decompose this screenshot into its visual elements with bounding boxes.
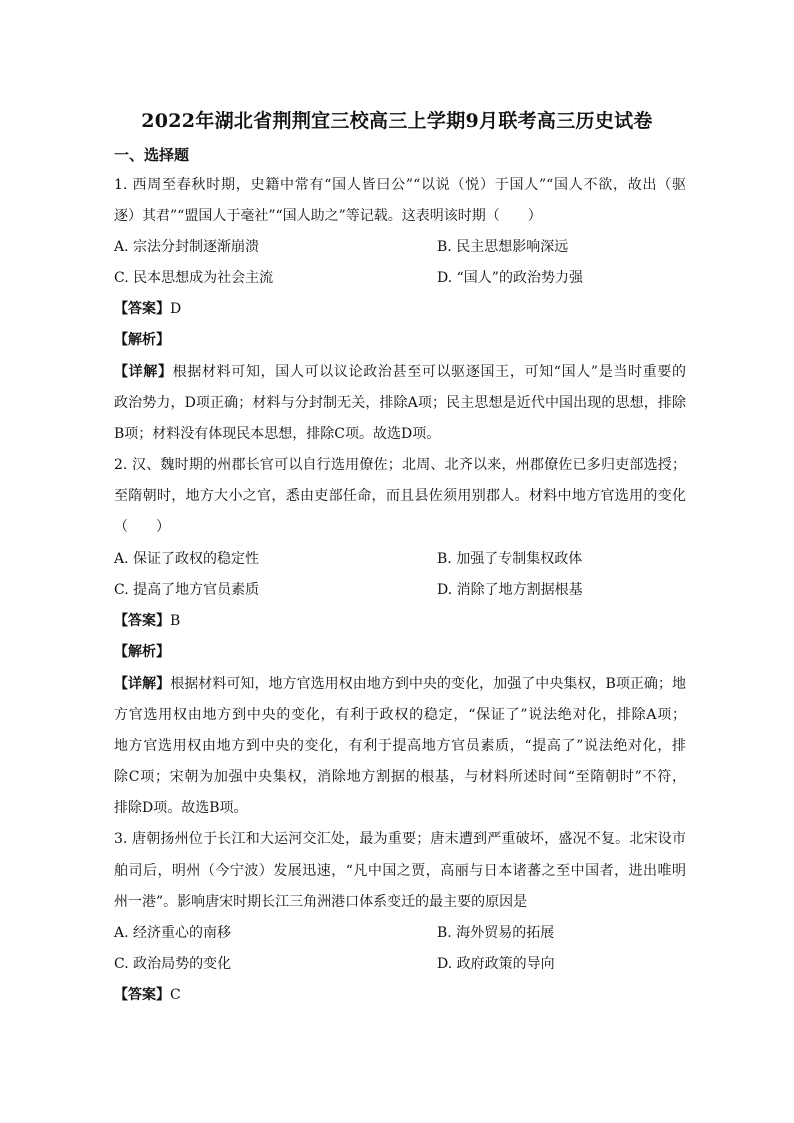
q2-option-d: D. 消除了地方割据根基 (437, 582, 583, 598)
q3-option-d: D. 政府政策的导向 (437, 956, 555, 972)
q1-option-b: B. 民主思想影响深远 (437, 239, 569, 255)
q2-detail-line-1: 【详解】根据材料可知，地方官选用权由地方到中央的变化，加强了中央集权，B项正确；地 (114, 676, 687, 692)
analysis-label: 解析 (128, 332, 156, 348)
q3-stem-line-1: 3. 唐朝扬州位于长江和大运河交汇处，最为重要；唐末遭到严重破坏，盛况不复。北宋设市 (114, 831, 686, 847)
q2-detail-line-5: 排除D项。故选B项。 (114, 800, 248, 816)
q1-stem-line-1: 1. 西周至春秋时期，史籍中常有“国人皆曰公”“以说（悦）于国人”“国人不欲，故出（驱 (114, 177, 686, 193)
q3-option-a: A. 经济重心的南移 (114, 925, 232, 941)
answer-label: 答案 (128, 301, 156, 317)
q2-stem-line-3: （ ） (114, 519, 170, 535)
q2-option-b: B. 加强了专制集权政体 (437, 551, 583, 567)
q1-detail-line-3: B项；材料没有体现民本思想，排除C项。故选D项。 (114, 426, 441, 442)
page-title: 2022年湖北省荆荆宜三校高三上学期9月联考高三历史试卷 (141, 110, 653, 132)
q3-stem-line-2: 舶司后，明州（今宁波）发展迅速，“凡中国之贾，高丽与日本诸蕃之至中国者，进出唯明 (114, 863, 686, 879)
analysis-label: 解析 (128, 644, 156, 660)
q2-option-c: C. 提高了地方官员素质 (114, 582, 260, 598)
q1-option-a: A. 宗法分封制逐渐崩溃 (114, 239, 260, 255)
answer-label: 答案 (128, 613, 156, 629)
q2-stem-line-1: 2. 汉、魏时期的州郡长官可以自行选用僚佐；北周、北齐以来，州郡僚佐已多归吏部选授； (114, 457, 686, 473)
detail-label: 详解 (128, 676, 157, 692)
q3-option-c: C. 政治局势的变化 (114, 956, 232, 972)
q3-option-b: B. 海外贸易的拓展 (437, 925, 555, 941)
q3-stem-line-3: 州一港”。影响唐宋时期长江三角洲港口体系变迁的最主要的原因是 (114, 894, 528, 910)
q1-answer-value: D (170, 301, 182, 317)
q2-stem-line-2: 至隋朝时，地方大小之官，悉由吏部任命，而且县佐须用别郡人。材料中地方官选用的变化 (114, 488, 686, 504)
q2-detail-line-2: 方官选用权由地方到中央的变化，有利于政权的稳定，“保证了”说法绝对化，排除A项； (114, 707, 686, 723)
q1-stem-line-2: 逐）其君”“盟国人于毫社”“国人助之”等记载。这表明该时期（ ） (114, 208, 542, 224)
section-heading: 一、选择题 (114, 146, 190, 164)
q2-answer: 【答案】B (114, 613, 181, 629)
detail-label: 详解 (128, 364, 158, 380)
q3-answer-value: C (170, 987, 181, 1003)
q2-answer-value: B (170, 613, 181, 629)
q2-analysis-heading: 【解析】 (114, 644, 170, 660)
q3-answer: 【答案】C (114, 987, 181, 1003)
q1-option-c: C. 民本思想成为社会主流 (114, 270, 274, 286)
q1-detail-line-2: 政治势力，D项正确；材料与分封制无关，排除A项；民主思想是近代中国出现的思想，排除 (114, 395, 686, 411)
q1-detail-line-1: 【详解】根据材料可知，国人可以议论政治甚至可以驱逐国王，可知“国人”是当时重要的 (114, 364, 687, 380)
q2-option-a: A. 保证了政权的稳定性 (114, 551, 260, 567)
q2-detail-line-3: 地方官选用权由地方到中央的变化，有利于提高地方官员素质，“提高了”说法绝对化，排 (114, 738, 686, 754)
q1-option-d: D. “国人”的政治势力强 (437, 270, 583, 286)
q2-detail-line-4: 除C项；宋朝为加强中央集权，消除地方割据的根基，与材料所述时间“至隋朝时”不符， (114, 769, 686, 785)
q1-answer: 【答案】D (114, 301, 182, 317)
answer-label: 答案 (128, 987, 156, 1003)
q1-analysis-heading: 【解析】 (114, 332, 170, 348)
